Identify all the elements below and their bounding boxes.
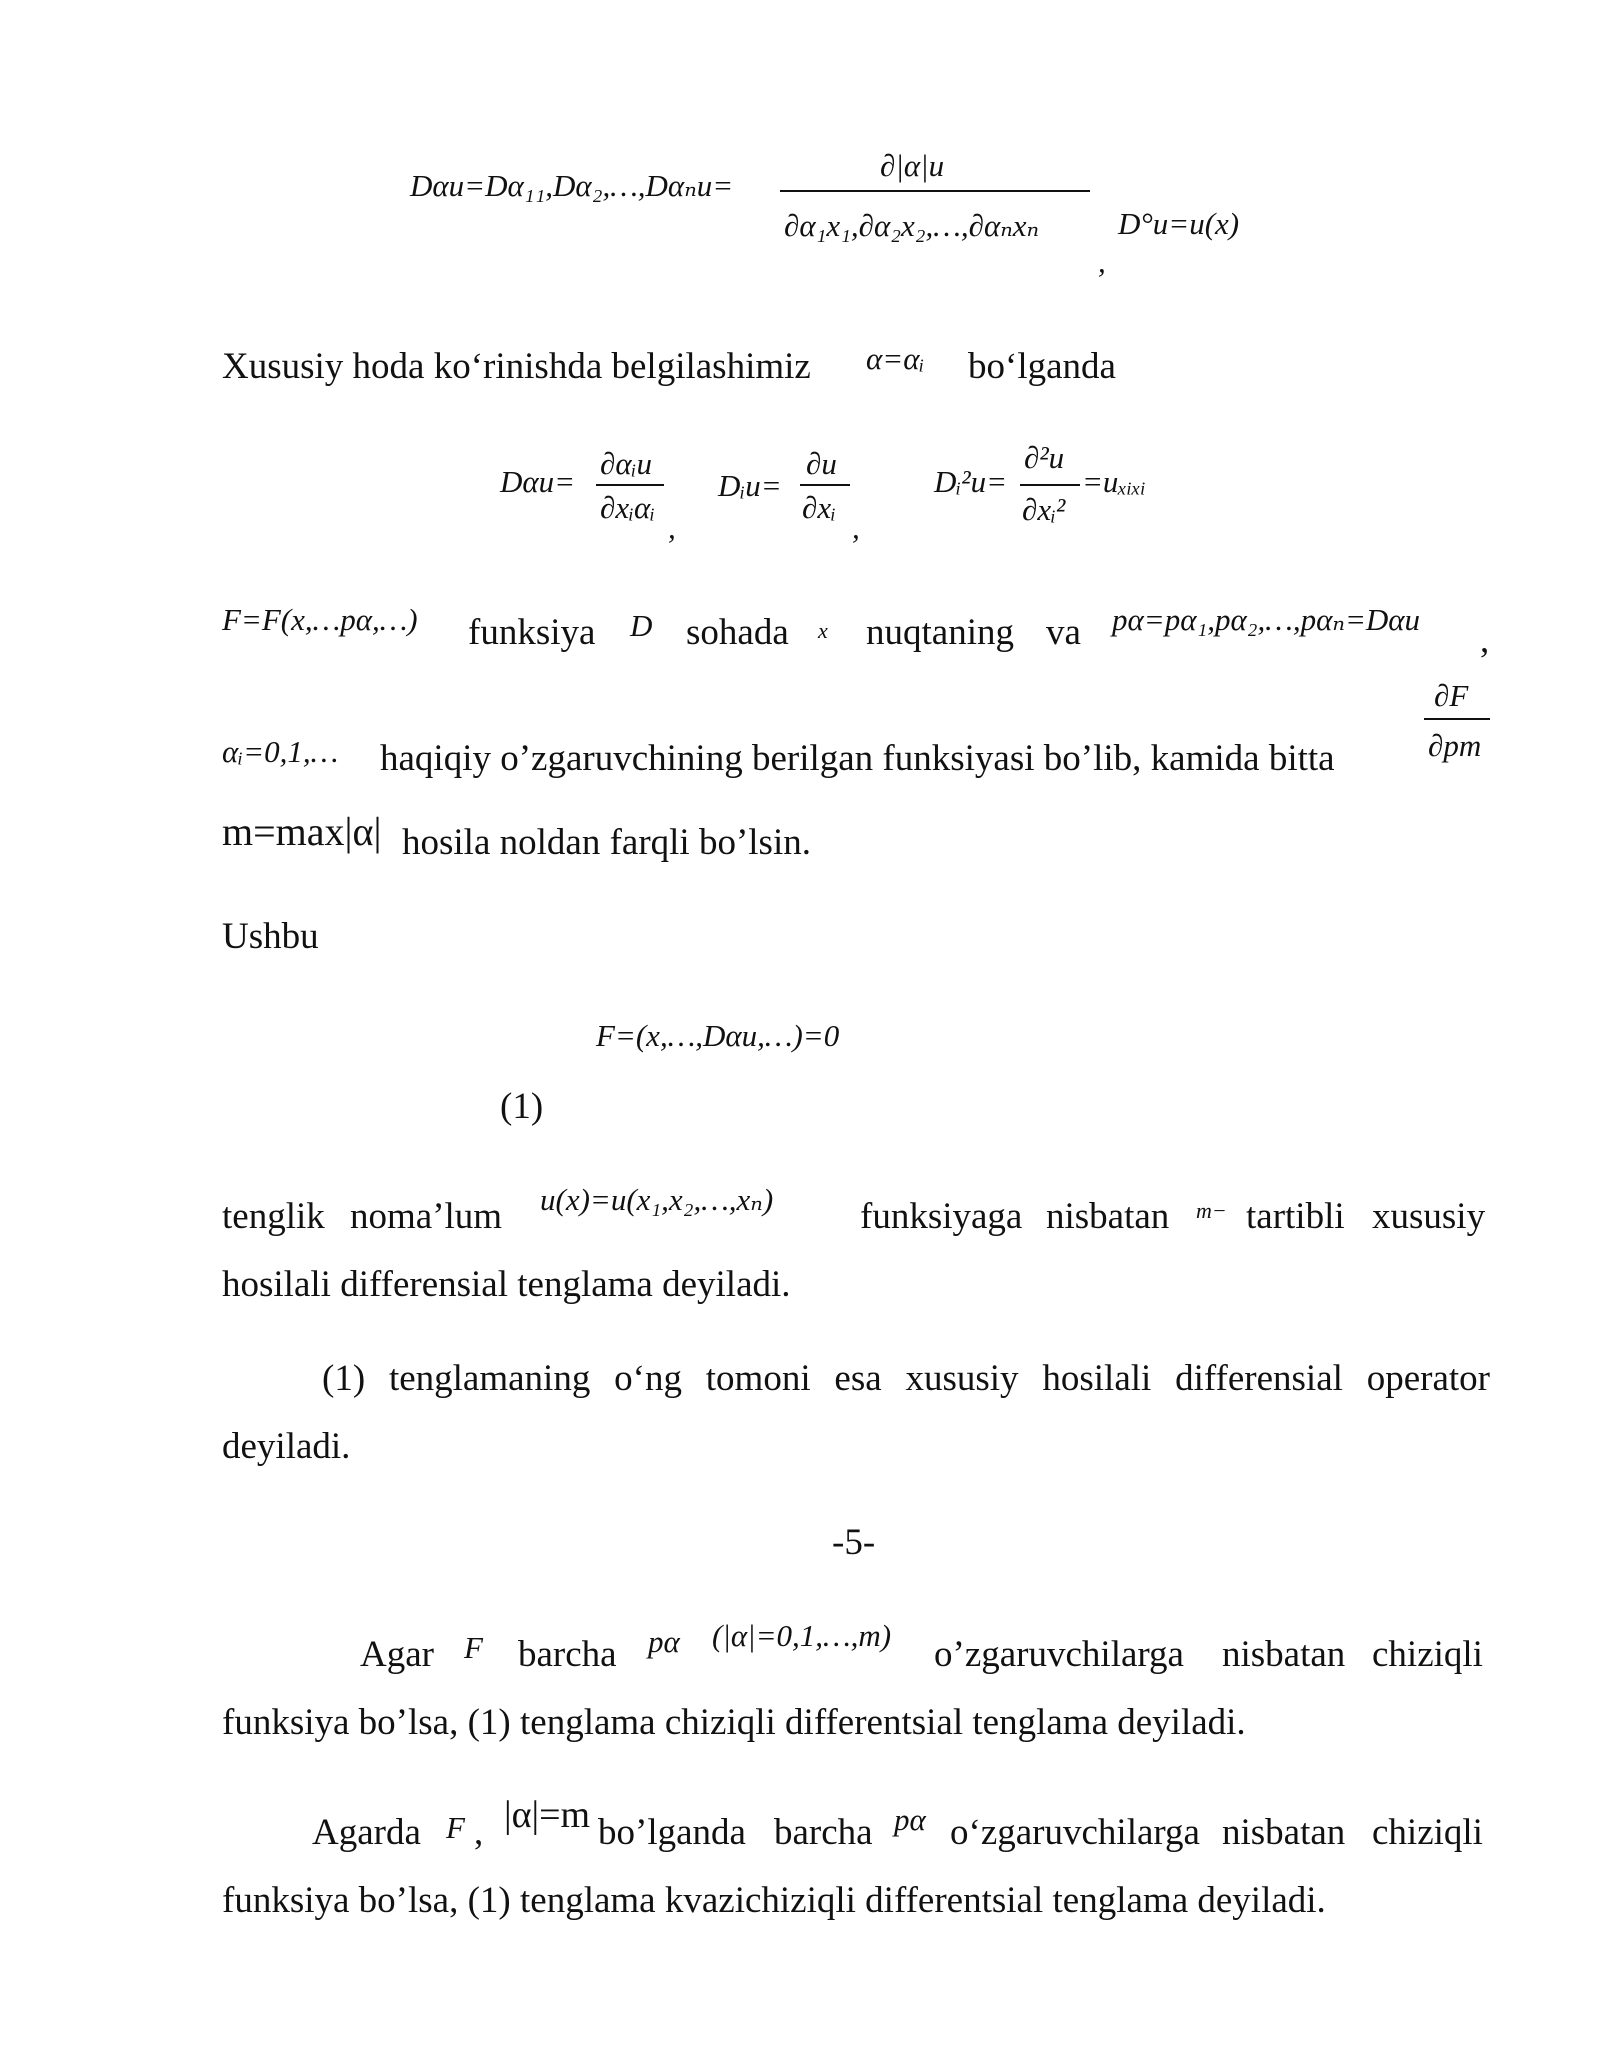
p6-math1: F [464, 1630, 483, 1665]
p1-text-a: Xususiy hoda ko‘rinishda belgilashimiz [222, 346, 811, 387]
p2-line1-w3: nuqtaning [866, 612, 1014, 653]
p4-math1: u(x)=u(x₁,x₂,…,xₙ) [540, 1182, 774, 1217]
f1-numerator: ∂αᵢu [600, 446, 652, 481]
p7-comma: , [474, 1812, 484, 1853]
f2-lhs: Dᵢu= [718, 468, 782, 503]
p2-line1-math2: D [630, 608, 653, 643]
formula-top-denominator: ∂α₁x₁,∂α₂x₂,…,∂αₙxₙ [784, 208, 1040, 243]
f3-rhs: =uₓᵢₓᵢ [1082, 464, 1146, 499]
p2-line3-math: m=max|α| [222, 809, 382, 854]
p6-math2: pα [648, 1624, 680, 1659]
p4-w4: nisbatan [1046, 1196, 1170, 1237]
p1-text-b: bo‘lganda [968, 346, 1116, 387]
p7-w5: nisbatan [1222, 1812, 1346, 1853]
p7-w3: barcha [774, 1812, 873, 1853]
f1-comma: , [668, 510, 676, 545]
p2-line1-w1: funksiya [468, 612, 596, 653]
f1-fraction-bar [596, 484, 664, 486]
p6-w2: barcha [518, 1634, 617, 1675]
p7-w4: o‘zgaruvchilarga [950, 1812, 1200, 1853]
p4-w3: funksiyaga [860, 1196, 1023, 1237]
p6-line2: funksiya bo’lsa, (1) tenglama chiziqli differentsial tenglama deyiladi. [222, 1702, 1246, 1743]
equation-1-math: F=(x,…,Dαu,…)=0 [596, 1018, 840, 1053]
f1-lhs: Dαu= [500, 464, 576, 499]
p2-line2-text: haqiqiy o’zgaruvchining berilgan funksiyasi bo’lib, kamida bitta [380, 738, 1335, 779]
p7-math2: |α|=m [504, 1794, 591, 1836]
p7-w2: bo’lganda [598, 1812, 746, 1853]
f2-comma: , [852, 510, 860, 545]
p1-math: α=αᵢ [866, 341, 925, 376]
page-number: -5- [832, 1522, 876, 1563]
p6-math3: (|α|=0,1,…,m) [712, 1618, 892, 1653]
p2-line1-w4: va [1046, 612, 1081, 653]
p2-line1-math1: F=F(x,…pα,…) [222, 602, 418, 637]
formula-top-rhs: D°u=u(x) [1118, 206, 1240, 241]
p6-w4: nisbatan [1222, 1634, 1346, 1675]
p3-text: Ushbu [222, 916, 319, 957]
p4-math2: m− [1196, 1198, 1227, 1223]
p4-w2: noma’lum [350, 1196, 503, 1237]
p4-w1: tenglik [222, 1196, 325, 1237]
p2-line1-math3: x [818, 618, 828, 643]
p2-line2-denominator: ∂pm [1428, 728, 1482, 763]
f3-denominator: ∂xᵢ² [1022, 492, 1066, 527]
p6-w1: Agar [360, 1634, 434, 1675]
p4-line2: hosilali differensial tenglama deyiladi. [222, 1264, 791, 1305]
p7-w1: Agarda [312, 1812, 421, 1853]
f2-denominator: ∂xᵢ [802, 490, 836, 525]
p7-line2: funksiya bo’lsa, (1) tenglama kvazichiziqli differentsial tenglama deyiladi. [222, 1880, 1326, 1921]
equation-1-number: (1) [500, 1086, 544, 1127]
formula-top-fraction-bar [780, 190, 1090, 192]
formula-top-lhs: Dαu=Dα₁₁,Dα₂,…,Dαₙu= [410, 168, 734, 203]
p2-line1-w2: sohada [686, 612, 789, 653]
formula-top-comma: , [1098, 244, 1106, 279]
p2-line2-fraction-bar [1424, 718, 1490, 720]
formula-top-numerator: ∂|α|u [880, 148, 945, 183]
f3-numerator: ∂²u [1024, 440, 1065, 475]
p7-math3: pα [894, 1802, 926, 1837]
f2-fraction-bar [800, 484, 850, 486]
f2-numerator: ∂u [806, 446, 837, 481]
p2-line1-math4: pα=pα₁,pα₂,…,pαₙ=Dαu [1112, 602, 1421, 637]
p2-line3-text: hosila noldan farqli bo’lsin. [402, 822, 811, 863]
p4-w5: tartibli [1246, 1196, 1345, 1237]
p6-w3: o’zgaruvchilarga [934, 1634, 1184, 1675]
p7-w6: chiziqli [1372, 1812, 1483, 1853]
f3-fraction-bar [1020, 484, 1080, 486]
p5-line1: (1) tenglamaning o‘ng tomoni esa xususiy hosilali differensial operator [322, 1358, 1490, 1399]
f1-denominator: ∂xᵢαᵢ [600, 490, 656, 525]
p2-line2-math1: αᵢ=0,1,… [222, 734, 339, 769]
f3-lhs: Dᵢ²u= [934, 464, 1008, 499]
p4-w6: xususiy [1372, 1196, 1486, 1237]
p2-line2-numerator: ∂F [1434, 678, 1469, 713]
p6-w5: chiziqli [1372, 1634, 1483, 1675]
p2-line1-comma: , [1480, 620, 1490, 661]
p5-line2: deyiladi. [222, 1426, 351, 1467]
p7-math1: F [446, 1810, 465, 1845]
